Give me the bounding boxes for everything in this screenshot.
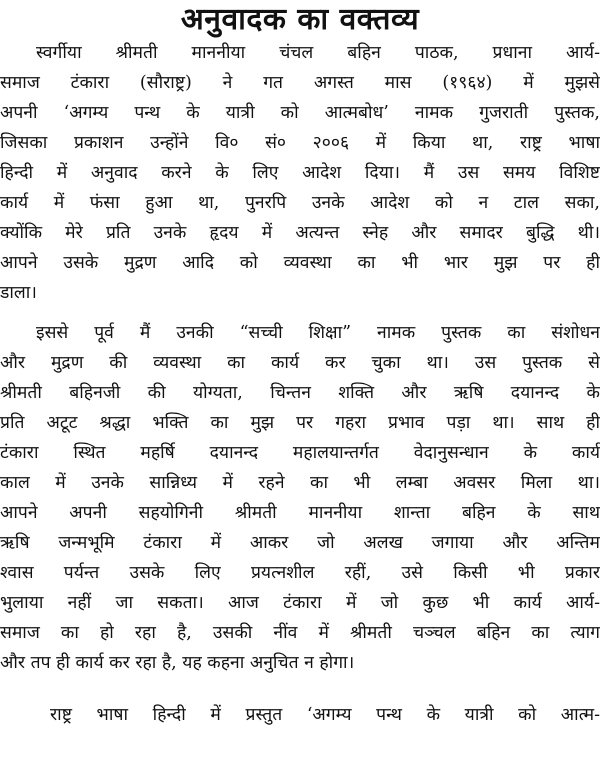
paragraph-1-line-2: समाज टंकारा (सौराष्ट्र) ने गत अगस्त मास (१९६४) में मुझसे: [0, 73, 600, 93]
paragraph-3-line-1: राष्ट्र भाषा हिन्दी में प्रस्तुत ‘अगम्य पन्थ के यात्री को आत्म-: [50, 705, 600, 725]
paragraph-2-line-6: काल में उनके सान्निध्य में रहने का भी लम्बा अवसर मिला था।: [0, 473, 600, 493]
paragraph-1-line-3: अपनी ‘अगम्य पन्थ के यात्री को आत्मबोध’ नामक गुजराती पुस्तक,: [0, 103, 600, 123]
paragraph-1-line-8: आपने उसके मुद्रण आदि को व्यवस्था का भी भार मुझ पर ही: [0, 253, 600, 273]
paragraph-2-line-10: भुलाया नहीं जा सकता। आज टंकारा में जो कुछ भी कार्य आर्य-: [0, 593, 600, 613]
paragraph-2-line-3: श्रीमती बहिनजी की योग्यता, चिन्तन शक्ति और ऋषि दयानन्द के: [0, 383, 600, 403]
paragraph-2-line-2: और मुद्रण की व्यवस्था का कार्य कर चुका था। उस पुस्तक से: [0, 353, 600, 373]
paragraph-1-line-4: जिसका प्रकाशन उन्होंने वि० सं० २००६ में किया था, राष्ट्र भाषा: [0, 133, 600, 153]
paragraph-2-line-5: टंकारा स्थित महर्षि दयानन्द महालयान्तर्गत वेदानुसन्धान के कार्य: [0, 443, 600, 463]
page-title: अनुवादक का वक्तव्य: [180, 2, 420, 37]
paragraph-2-line-12: और तप ही कार्य कर रहा है, यह कहना अनुचित न होगा।: [0, 653, 355, 673]
paragraph-1-line-1: स्वर्गीया श्रीमती माननीया चंचल बहिन पाठक, प्रधाना आर्य-: [36, 43, 600, 63]
paragraph-2-line-1: इससे पूर्व मैं उनकी “सच्ची शिक्षा” नामक पुस्तक का संशोधन: [36, 323, 600, 343]
paragraph-1-line-6: कार्य में फंसा हुआ था, पुनरपि उनके आदेश को न टाल सका,: [0, 193, 600, 213]
paragraph-1-line-5: हिन्दी में अनुवाद करने के लिए आदेश दिया। मैं उस समय विशिष्ट: [0, 163, 600, 183]
paragraph-1-line-7: क्योंकि मेरे प्रति उनके हृदय में अत्यन्त स्नेह और समादर बुद्धि थी।: [0, 223, 600, 243]
paragraph-1-line-9: डाला।: [0, 283, 37, 303]
paragraph-2-line-11: समाज का हो रहा है, उसकी नींव में श्रीमती चञ्चल बहिन का त्याग: [0, 623, 600, 643]
paragraph-2-line-9: श्वास पर्यन्त उसके लिए प्रयत्नशील रहीं, उसे किसी भी प्रकार: [0, 563, 600, 583]
paragraph-2-line-4: प्रति अटूट श्रद्धा भक्ति का मुझ पर गहरा प्रभाव पड़ा था। साथ ही: [0, 413, 600, 433]
paragraph-2-line-7: आपने अपनी सहयोगिनी श्रीमती माननीया शान्ता बहिन के साथ: [0, 503, 600, 523]
paragraph-2-line-8: ऋषि जन्मभूमि टंकारा में आकर जो अलख जगाया और अन्तिम: [0, 533, 600, 553]
